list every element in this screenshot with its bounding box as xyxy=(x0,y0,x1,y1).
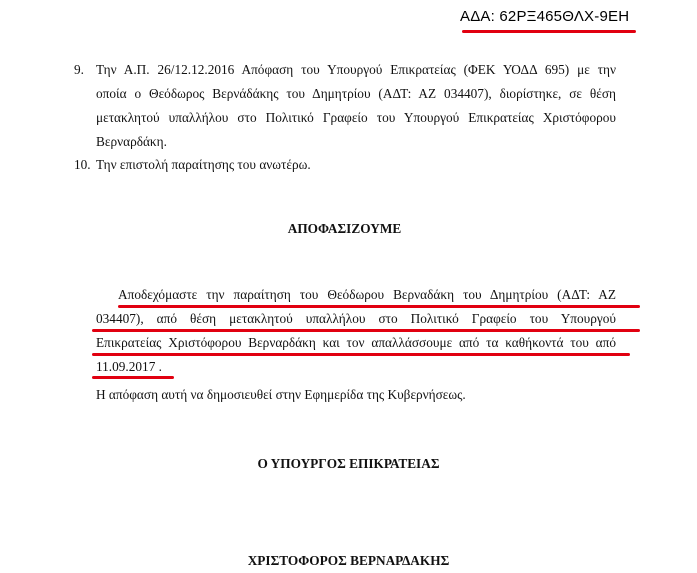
highlight-underline xyxy=(92,376,174,379)
item-9-line: Βερναρδάκη. xyxy=(96,134,167,149)
ada-underline xyxy=(462,30,636,33)
decision-line: Επικρατείας Χριστόφορου Βερναρδάκη και τον απαλλάσσουμε από τα καθήκοντά του από xyxy=(96,335,616,350)
publication-text xyxy=(96,383,616,407)
decision-heading: ΑΠΟΦΑΣΙΖΟΥΜΕ xyxy=(287,221,402,236)
minister-name: ΧΡΙΣΤΟΦΟΡΟΣ ΒΕΡΝΑΡΔΑΚΗΣ xyxy=(247,553,450,568)
item-9-line: μετακλητού υπαλλήλου στο Πολιτικό Γραφείο του Υπουργού Επικρατείας Χριστόφορου xyxy=(96,110,616,125)
minister-title: Ο ΥΠΟΥΡΓΟΣ ΕΠΙΚΡΑΤΕΙΑΣ xyxy=(257,456,440,471)
item-9-line: οποία ο Θεόδωρος Βερνάδάκης του Δημητρίου (ΑΔΤ: ΑΖ 034407), διορίστηκε, σε θέση xyxy=(96,86,616,101)
highlight-underline xyxy=(118,305,640,308)
item-9-line: Την Α.Π. 26/12.12.2016 Απόφαση του Υπουργού Επικρατείας (ΦΕΚ ΥΟΔΔ 695) με την xyxy=(96,62,616,77)
highlight-underline xyxy=(92,329,640,332)
publication-line: Η απόφαση αυτή να δημοσιευθεί στην Εφημερίδα της Κυβερνήσεως. xyxy=(96,387,466,402)
item-10-line: Την επιστολή παραίτησης του ανωτέρω. xyxy=(96,157,311,172)
item-10-number: 10. xyxy=(74,157,91,172)
item-9-number: 9. xyxy=(74,62,84,77)
ada-code: ΑΔΑ: 62ΡΞ465ΘΛΧ-9ΕΗ xyxy=(460,8,630,25)
decision-line: 034407), από θέση μετακλητού υπαλλήλου στο Πολιτικό Γραφείο του Υπουργού xyxy=(96,311,616,326)
decision-line: Αποδεχόμαστε την παραίτηση του Θεόδωρου Βερναδάκη του Δημητρίου (ΑΔΤ: ΑΖ xyxy=(118,287,616,302)
highlight-underline xyxy=(92,353,630,356)
item-9-text xyxy=(96,58,616,154)
item-10-text xyxy=(96,153,616,177)
decision-line: 11.09.2017 . xyxy=(96,359,162,374)
